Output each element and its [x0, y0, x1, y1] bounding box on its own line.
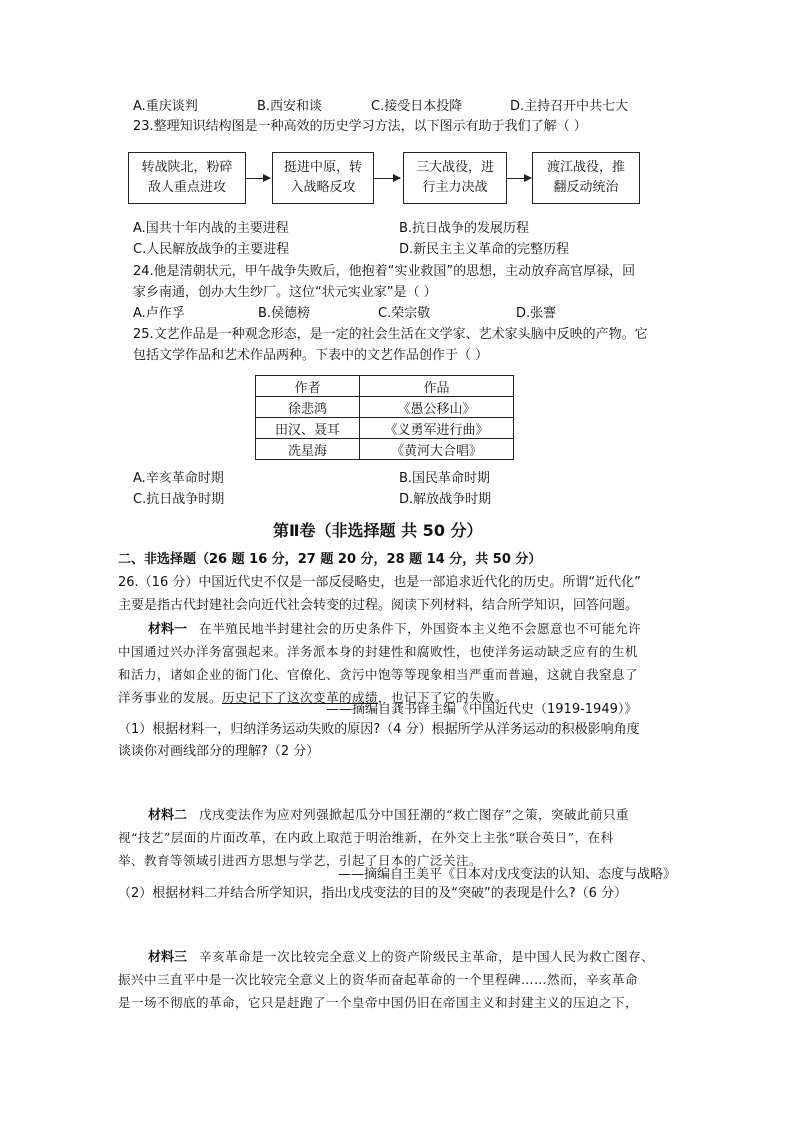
q25-option-a: A.辛亥革命时期	[133, 471, 224, 486]
material3-line1	[118, 948, 654, 967]
material3-label: 材料三	[148, 950, 188, 965]
material2-source: ——摘编自王美平《日本对戊戌变法的认知、态度与战略》	[338, 867, 677, 882]
material3-line3: 是一场不彻底的革命，它只是赶跑了一个皇帝中国仍旧在帝国主义和封建主义的压迫之下，	[118, 995, 639, 1010]
material1-line4-end: ，也记下了它的失败。	[378, 690, 509, 705]
material2-line2: 视“技艺”层面的片面改革，在内政上取范于明治维新，在外交上主张“联合英日”，在科	[118, 830, 614, 845]
table-cell-work: 《黄河大合唱》	[360, 439, 514, 460]
flow-box-2	[272, 152, 374, 204]
q25-stem-line2: 包括文学作品和艺术作品两种。下表中的文艺作品创作于（ ）	[133, 348, 489, 363]
q23-option-c: C.人民解放战争的主要进程	[133, 242, 290, 257]
q23-option-a: A.国共十年内战的主要进程	[133, 221, 289, 236]
table-cell-work: 《义勇军进行曲》	[360, 418, 514, 439]
material1-line4-start: 洋务事业的发展。	[118, 690, 223, 705]
q26-sub2: （2）根据材料二并结合所学知识，指出戊戌变法的目的及“突破”的表现是什么?（6 分）	[118, 886, 628, 901]
flow-box-3-line1: 三大战役，进	[415, 160, 494, 175]
q24-option-d: D.张謇	[516, 306, 557, 321]
q25-option-b: B.国民革命时期	[399, 471, 491, 486]
q22-option-b: B.西安和谈	[257, 99, 323, 114]
material3-text1: 辛亥革命是一次比较完全意义上的资产阶级民主革命，是中国人民为救亡图存、	[199, 949, 655, 964]
q24-stem-line1: 24.他是清朝状元，甲午战争失败后，他抱着“实业救国”的思想，主动放弃高官厚禄，回	[133, 264, 636, 279]
q22-option-a: A.重庆谈判	[133, 99, 198, 114]
q22-option-c: C.接受日本投降	[371, 99, 463, 114]
flow-box-4-line2: 翻反动统治	[553, 180, 619, 195]
material2-line1	[118, 806, 629, 825]
flow-box-1	[128, 152, 246, 204]
material1-line2: 中国通过兴办洋务富强起来。洋务派本身的封建性和腐败性，也使洋务运动缺乏应有的生机	[118, 644, 639, 659]
q22-option-d: D.主持召开中共七大	[510, 99, 629, 114]
material1-line3: 和活力，诸如企业的衙门化、官僚化、贪污中饱等等现象相当严重而普遍，这就自我窒息了	[118, 667, 639, 682]
flow-box-2-line2: 入战略反攻	[290, 180, 356, 195]
material1-line1	[118, 620, 641, 639]
q25-stem-line1: 25.文艺作品是一种观念形态，是一定的社会生活在文学家、艺术家头脑中反映的产物。它	[133, 327, 648, 342]
q26-intro-line1: 26.（16 分）中国近代史不仅是一部反侵略史，也是一部追求近代化的历史。所谓“近代化”	[118, 575, 641, 590]
table-header-work: 作品	[360, 376, 514, 397]
table-header-row	[256, 376, 514, 397]
q26-sub1-line2: 谈谈你对画线部分的理解?（2 分）	[118, 744, 320, 759]
part2-title: 第Ⅱ卷（非选择题 共 50 分）	[273, 521, 483, 540]
material2-text1: 戊戌变法作为应对列强掀起瓜分中国狂潮的“救亡图存”之策，突破此前只重	[199, 807, 629, 822]
flow-arrow-1	[246, 178, 270, 179]
q23-option-d: D.新民主主义革命的完整历程	[399, 242, 570, 257]
flow-box-1-line1: 转战陕北，粉碎	[141, 160, 233, 175]
section2-heading: 二、非选择题（26 题 16 分，27 题 20 分，28 题 14 分，共 50 分）	[118, 552, 542, 567]
flow-box-4-line1: 渡江战役，推	[546, 160, 625, 175]
table-cell-work: 《愚公移山》	[360, 397, 514, 418]
table-header-author: 作者	[256, 376, 360, 397]
flow-box-1-line2: 敌人重点进攻	[147, 180, 226, 195]
flow-box-3	[403, 152, 507, 204]
flow-box-3-line2: 行主力决战	[422, 180, 488, 195]
q24-stem-line2: 家乡南通，创办大生纱厂。这位“状元实业家”是（ ）	[133, 285, 437, 300]
material3-line2: 振兴中三直平中是一次比较完全意义上的资华而奋起革命的一个里程碑……然而，辛亥革命	[118, 972, 639, 987]
material1-label: 材料一	[148, 622, 188, 637]
material1-text1: 在半殖民地半封建社会的历史条件下，外国资本主义绝不会愿意也不可能允许	[199, 621, 642, 636]
table-row	[256, 439, 514, 460]
flow-arrow-3	[507, 178, 531, 179]
flow-arrow-2	[374, 178, 400, 179]
q25-option-c: C.抗日战争时期	[133, 492, 225, 507]
table-cell-author: 徐悲鸿	[256, 397, 360, 418]
q24-option-c: C.荣宗敬	[378, 306, 431, 321]
q26-sub1-line1: （1）根据材料一，归纳洋务运动失败的原因?（4 分）根据所学从洋务运动的积极影响角度	[118, 722, 640, 737]
table-cell-author: 田汉、聂耳	[256, 418, 360, 439]
material2-label: 材料二	[148, 808, 188, 823]
table-row	[256, 397, 514, 418]
table-cell-author: 冼星海	[256, 439, 360, 460]
q26-intro-line2: 主要是指古代封建社会向近代社会转变的过程。阅读下列材料，结合所学知识，回答问题。	[118, 598, 639, 613]
q23-stem: 23.整理知识结构图是一种高效的历史学习方法，以下图示有助于我们了解（ ）	[133, 119, 587, 134]
q24-option-a: A.卢作孚	[133, 306, 185, 321]
material1-underlined-text: 历史记下了这次变革的成绩	[222, 690, 379, 705]
q24-option-b: B.侯德榜	[258, 306, 311, 321]
works-table	[255, 375, 514, 460]
q25-option-d: D.解放战争时期	[399, 492, 492, 507]
flow-box-2-line1: 挺进中原，转	[283, 160, 362, 175]
material2-line3: 举、教育等领域引进西方思想与学艺，引起了日本的广泛关注。	[118, 853, 483, 868]
q23-option-b: B.抗日战争的发展历程	[399, 221, 530, 236]
material1-source: ——摘编自龚书铎主编《中国近代史（1919-1949）》	[326, 702, 638, 717]
table-row	[256, 418, 514, 439]
flow-box-4	[532, 152, 640, 204]
